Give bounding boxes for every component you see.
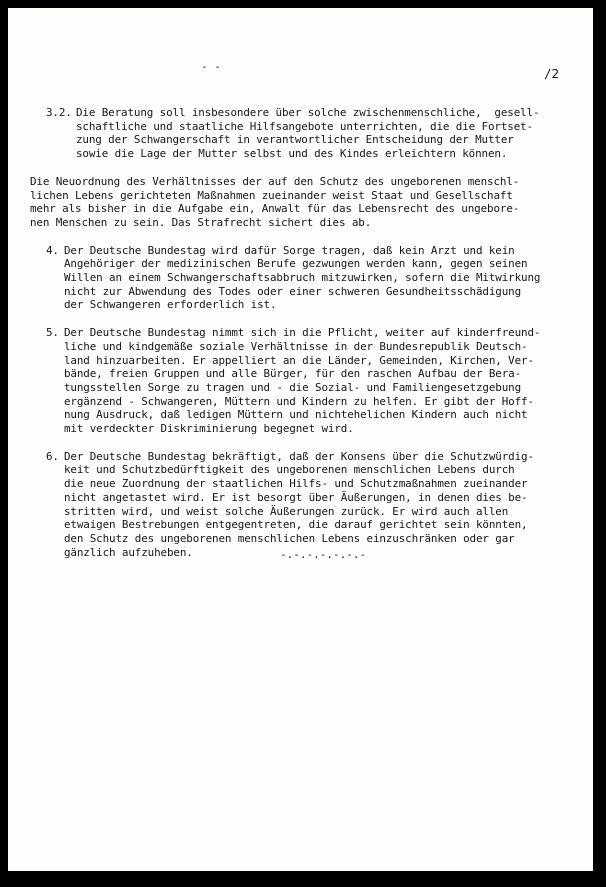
text-line: der Schwangeren erforderlich ist. — [64, 298, 277, 312]
text-line: schaftliche und staatliche Hilfsangebote unterrichten, die die Fortset- — [76, 119, 534, 133]
text-line: zung der Schwangerschaft in verantwortlicher Entscheidung der Mutter — [76, 133, 514, 147]
paragraph-intro — [30, 175, 575, 230]
text-line: etwaigen Bestrebungen entgegentreten, die darauf gerichtet sein könnten, — [64, 518, 528, 532]
text-line: mehr als bisher in die Aufgabe ein, Anwalt für das Lebensrecht des ungebore- — [30, 202, 520, 216]
paragraph-lines — [46, 450, 591, 560]
paragraph-number: 5. — [46, 326, 59, 340]
document-body — [30, 106, 591, 573]
paragraph-number: 6. — [46, 449, 59, 463]
text-line: Die Beratung soll insbesondere über solche zwischenmenschliche, gesell- — [76, 106, 540, 119]
text-line: mit verdeckter Diskriminierung begegnet wird. — [64, 422, 354, 436]
text-line: nen Menschen zu sein. Das Strafrecht sichert dies ab. — [30, 215, 372, 229]
text-line: Willen an einem Schwangerschaftsabbruch mitzuwirken, sofern die Mitwirkung — [64, 271, 541, 285]
text-line: ergänzend - Schwangeren, Müttern und Kindern zu helfen. Er gibt der Hoff- — [64, 394, 534, 408]
text-line: Die Neuordnung des Verhältnisses der auf den Schutz des ungeborenen menschl- — [30, 174, 520, 188]
text-line: Der Deutsche Bundestag nimmt sich in die Pflicht, weiter auf kinderfreund- — [64, 326, 541, 340]
paragraph-lines — [46, 326, 591, 436]
text-line: den Schutz des ungeborenen menschlichen Lebens einzuschränken oder gar — [64, 531, 515, 545]
text-line: gänzlich aufzuheben. — [64, 545, 193, 559]
text-line: lichen Lebens gerichteten Maßnahmen zueinander weist Staat und Gesellschaft — [30, 188, 513, 202]
text-line: Der Deutsche Bundestag bekräftigt, daß der Konsens über die Schutzwürdig- — [64, 449, 534, 463]
end-of-text-mark: -.-.-.-.-.-.- — [280, 548, 367, 561]
text-line: nicht zur Abwendung des Todes oder einer schweren Gesundheitsschädigung — [64, 284, 522, 298]
text-line: land hinzuarbeiten. Er appelliert an die Länder, Gemeinden, Kirchen, Ver- — [64, 353, 534, 367]
text-line: die neue Zuordnung der staatlichen Hilfs- und Schutzmaßnahmen zueinander — [64, 477, 528, 491]
text-line: keit und Schutzbedürftigkeit des ungeborenen menschlichen Lebens durch — [64, 463, 515, 477]
text-line: stritten wird, und weist solche Äußerungen zurück. Er wird auch allen — [64, 504, 509, 518]
paragraph-number: 3.2. — [46, 106, 72, 119]
text-line: Der Deutsche Bundestag wird dafür Sorge tragen, daß kein Arzt und kein — [64, 243, 515, 257]
paragraph-lines — [46, 106, 591, 161]
text-line: nung Ausdruck, daß ledigen Müttern und nichtehelichen Kindern auch nicht — [64, 408, 528, 422]
text-line: Angehöriger der medizinischen Berufe gezwungen werden kann, gegen seinen — [64, 257, 528, 271]
document-page — [8, 8, 593, 871]
paragraph-3-2 — [46, 106, 591, 161]
paragraph-4 — [46, 244, 591, 313]
paragraph-number: 4. — [46, 243, 59, 257]
text-line: liche und kindgemäße soziale Verhältnisse in der Bundesrepublik Deutsch- — [64, 339, 528, 353]
text-line: sowie die Lage der Mutter selbst und des Kindes erleichtern können. — [76, 147, 508, 161]
text-line: bände, freien Gruppen und alle Bürger, für den raschen Aufbau der Bera- — [64, 367, 522, 381]
page-number: /2 — [544, 66, 560, 81]
text-line: nicht angetastet wird. Er ist besorgt über Äußerungen, in denen dies be- — [64, 490, 528, 504]
paragraph-6 — [46, 450, 591, 560]
text-line: tungsstellen Sorge zu tragen und - die Sozial- und Familiengesetzgebung — [64, 380, 522, 394]
paragraph-lines — [46, 244, 591, 313]
paragraph-5 — [46, 326, 591, 436]
top-dash-mark: - - — [201, 60, 221, 73]
